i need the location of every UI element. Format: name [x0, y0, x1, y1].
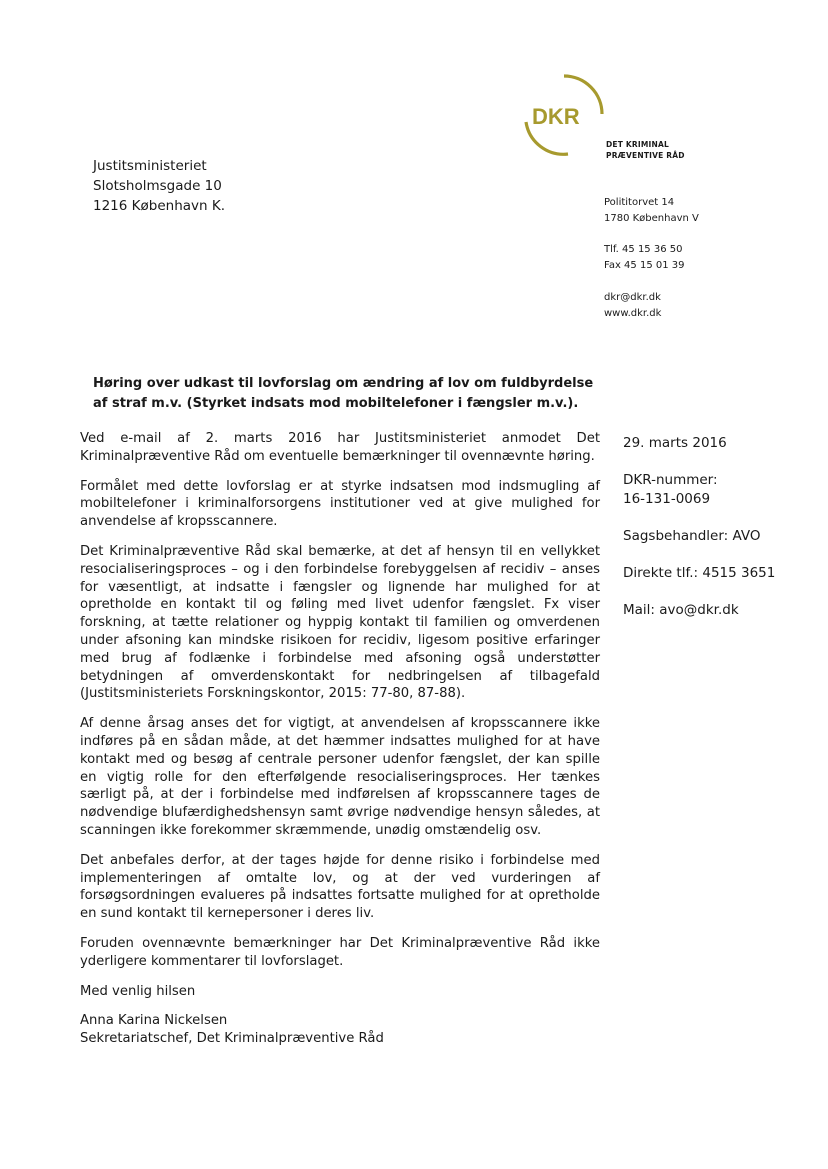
letter-body [80, 430, 600, 1060]
body-paragraph-5: Det anbefales derfor, at der tages højde for denne risiko i forbindelse med implementeringen af omtalte lov, og at der ved vurderingen af forsøgsordningen evalueres på indsattes fortsatte mulighed for at opretholde en sund kontakt til kernepersoner i deres liv. [80, 852, 600, 922]
sender-fax: Fax 45 15 01 39 [604, 260, 685, 271]
logo-subline-1: DET KRIMINAL [606, 140, 669, 149]
reference-number: 16-131-0069 [623, 491, 711, 507]
sender-street: Polititorvet 14 [604, 197, 675, 208]
recipient-address [93, 156, 225, 216]
body-paragraph-1: Ved e-mail af 2. marts 2016 har Justitsministeriet anmodet Det Kriminalpræventive Råd om eventuelle bemærkninger til ovennævnte høring. [80, 431, 600, 464]
logo-mark: DKR [532, 104, 580, 129]
sender-city: 1780 København V [604, 213, 699, 224]
subject-line-1: Høring over udkast til lovforslag om ændring af lov om fuldbyrdelse [93, 376, 594, 391]
letter-subject [93, 374, 613, 414]
sender-web: www.dkr.dk [604, 308, 662, 319]
logo-subline-2: PRÆVENTIVE RÅD [606, 151, 685, 160]
sender-email: dkr@dkr.dk [604, 292, 661, 303]
case-handler: Sagsbehandler: AVO [623, 528, 761, 544]
direct-phone: Direkte tlf.: 4515 3651 [623, 565, 776, 581]
signature-name: Anna Karina Nickelsen [80, 1013, 228, 1029]
recipient-street: Slotsholmsgade 10 [93, 178, 222, 194]
body-paragraph-4: Af denne årsag anses det for vigtigt, at anvendelsen af kropsscannere ikke indføres på en sådan måde, at det hæmmer indsattes mulighed for at have kontakt med og besøg af centrale personer udenfor fængslet, der kan spille en vigtig rolle for den efterfølgende resocialiseringsproces. Her tænkes særligt på, at der i forbindelse med indførelsen af kropsscannere tages de nødvendige blufærdighedshensyn samt øvrige nødvendige hensyn således, at scanningen ikke forekommer skræmmende, unødig omstændelig osv. [80, 716, 600, 838]
letter-date: 29. marts 2016 [623, 435, 727, 451]
handler-mail: Mail: avo@dkr.dk [623, 602, 739, 618]
body-paragraph-2: Formålet med dette lovforslag er at styrke indsatsen mod indsmugling af mobiltelefoner i kriminalforsorgens institutioner ved at give mulighed for anvendelse af kropsscannere. [80, 478, 600, 530]
body-paragraph-3: Det Kriminalpræventive Råd skal bemærke, at det af hensyn til en vellykket resocialiseringsproces – og i den forbindelse forebyggelsen af recidiv – anses for væsentligt, at indsatte i fængsler og lignende har mulighed for at opretholde en kontakt til og føling med livet udenfor fængslet. Fx viser forskning, at tætte relationer og hyppig kontakt til familien og omverdenen under afsoning kan mindske risikoen for recidiv, ligesom positive erfaringer med brug af fodlænke i forbindelse med afsoning også understøtter betydningen af omverdenskontakt for nedbringelsen af tilbagefald (Justitsministeriets Forskningskontor, 2015: 77-80, 87-88). [80, 543, 600, 702]
greeting: Med venlig hilsen [80, 983, 196, 999]
sender-phone: Tlf. 45 15 36 50 [604, 244, 683, 255]
signature-title: Sekretariatschef, Det Kriminalpræventive Råd [80, 1031, 384, 1047]
sender-address [604, 195, 699, 227]
letter-meta [623, 434, 823, 638]
dkr-logo [520, 70, 610, 160]
sender-contact-block [604, 290, 661, 322]
body-paragraph-6: Foruden ovennævnte bemærkninger har Det Kriminalpræventive Råd ikke yderligere kommentarer til lovforslaget. [80, 935, 600, 969]
recipient-name: Justitsministeriet [93, 158, 207, 174]
reference-block [623, 471, 823, 509]
recipient-city: 1216 København K. [93, 198, 226, 214]
sender-phone-block [604, 242, 685, 274]
subject-line-2: af straf m.v. (Styrket indsats mod mobiltelefoner i fængsler m.v.). [93, 396, 579, 411]
reference-label: DKR-nummer: [623, 472, 718, 488]
logo-subtitle [606, 139, 685, 161]
